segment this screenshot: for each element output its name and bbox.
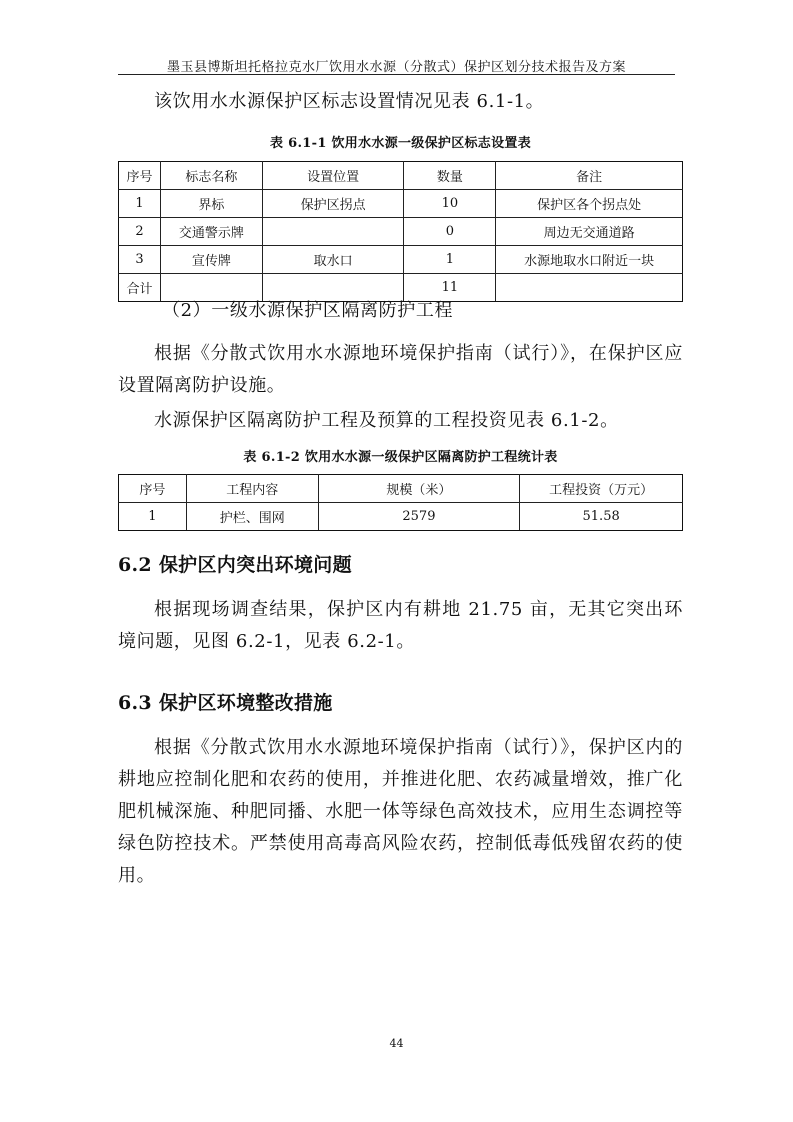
header-cell: 序号 xyxy=(119,475,187,503)
table-sign-settings xyxy=(118,161,683,302)
table-isolation-works xyxy=(118,474,683,531)
section-6-2-heading: 6.2 保护区内突出环境问题 xyxy=(118,554,352,576)
header-cell: 设置位置 xyxy=(262,162,404,190)
header-cell: 标志名称 xyxy=(160,162,262,190)
header-cell: 规模（米） xyxy=(318,475,520,503)
table-cell: 取水口 xyxy=(262,246,404,274)
table2-caption: 表 6.1-2 饮用水水源一级保护区隔离防护工程统计表 xyxy=(243,450,558,465)
table-row xyxy=(119,218,683,246)
investment-paragraph: 水源保护区隔离防护工程及预算的工程投资见表 6.1-2。 xyxy=(154,410,619,431)
table-cell: 0 xyxy=(404,218,496,246)
table-header-row xyxy=(119,475,683,503)
table-cell: 交通警示牌 xyxy=(160,218,262,246)
header-cell: 备注 xyxy=(496,162,683,190)
table-cell: 3 xyxy=(119,246,161,274)
table-cell: 保护区拐点 xyxy=(262,190,404,218)
intro-paragraph: 该饮用水水源保护区标志设置情况见表 6.1-1。 xyxy=(154,91,545,112)
running-header: 墨玉县博斯坦托格拉克水厂饮用水水源（分散式）保护区划分技术报告及方案 xyxy=(166,60,626,75)
table-cell: 1 xyxy=(119,503,187,531)
header-cell: 工程投资（万元） xyxy=(520,475,683,503)
section-6-3-paragraph: 根据《分散式饮用水水源地环境保护指南（试行）》，保护区内的耕地应控制化肥和农药的使用，并推进化肥、农药减量增效，推广化肥机械深施、种肥同播、水肥一体等绿色高效技术，应用生态调控等绿色防控技术。严禁使用高毒高风险农药，控制低毒低残留农药的使用。 xyxy=(118,737,683,886)
table-cell: 1 xyxy=(404,246,496,274)
page-number: 44 xyxy=(389,1037,404,1050)
table-row xyxy=(119,246,683,274)
table-cell: 宣传牌 xyxy=(160,246,262,274)
subheading-isolation: （2）一级水源保护区隔离防护工程 xyxy=(162,300,454,321)
header-cell: 数量 xyxy=(404,162,496,190)
table-cell: 2579 xyxy=(318,503,520,531)
guide-paragraph: 根据《分散式饮用水水源地环境保护指南（试行）》，在保护区应设置隔离防护设施。 xyxy=(118,343,683,396)
header-rule xyxy=(118,74,675,75)
section-6-2-paragraph: 根据现场调查结果，保护区内有耕地 21.75 亩，无其它突出环境问题，见图 6.2-1，见表 6.2-1。 xyxy=(118,599,683,652)
table-cell xyxy=(262,218,404,246)
table-cell: 保护区各个拐点处 xyxy=(496,190,683,218)
table-cell: 界标 xyxy=(160,190,262,218)
table-cell: 11 xyxy=(404,274,496,302)
table-cell: 2 xyxy=(119,218,161,246)
table-cell: 10 xyxy=(404,190,496,218)
table-row xyxy=(119,190,683,218)
table-cell: 合计 xyxy=(119,274,161,302)
table-cell: 周边无交通道路 xyxy=(496,218,683,246)
header-cell: 序号 xyxy=(119,162,161,190)
table-cell: 水源地取水口附近一块 xyxy=(496,246,683,274)
header-cell: 工程内容 xyxy=(186,475,318,503)
table-row xyxy=(119,503,683,531)
table-cell: 护栏、围网 xyxy=(186,503,318,531)
table-header-row xyxy=(119,162,683,190)
section-6-3-heading: 6.3 保护区环境整改措施 xyxy=(118,692,333,714)
table-cell: 1 xyxy=(119,190,161,218)
table-cell: 51.58 xyxy=(520,503,683,531)
table1-caption: 表 6.1-1 饮用水水源一级保护区标志设置表 xyxy=(269,136,531,151)
